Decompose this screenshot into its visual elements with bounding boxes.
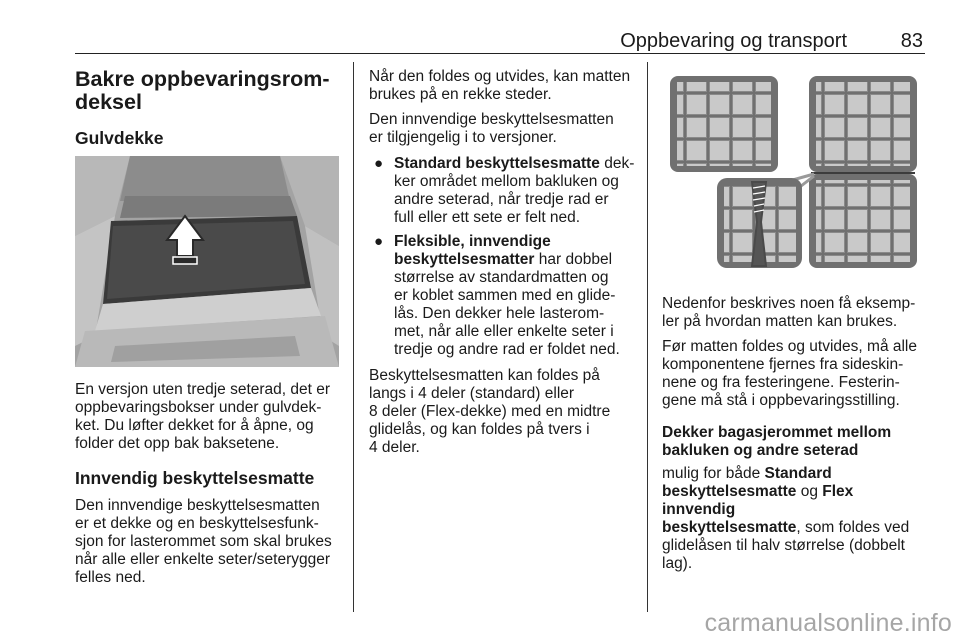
bold-term: Fleksible, innvendige	[394, 233, 551, 250]
text-line: Nedenfor beskrives noen få eksemp-	[662, 295, 916, 312]
text-line: glidelåsen til halv størrelse (dobbelt	[662, 537, 905, 554]
text-line: ket. Du løfter dekket for å åpne, og	[75, 417, 314, 434]
column-divider-left	[353, 62, 354, 612]
paragraph	[662, 295, 930, 331]
text-line: størrelse av standardmatten og	[394, 269, 609, 286]
text-line: Når den foldes og utvides, kan matten	[369, 68, 631, 85]
text-line: er et dekke og en beskyttelsesfunk-	[75, 515, 319, 532]
paragraph	[662, 338, 930, 410]
subheading-gulvdekke: Gulvdekke	[75, 128, 164, 148]
paragraph	[369, 68, 639, 104]
section-title	[75, 68, 347, 114]
text-line: komponentene fjernes fra sideskin-	[662, 356, 904, 373]
protection-mat-diagram	[662, 70, 927, 270]
text-line: folder det opp bak baksetene.	[75, 435, 280, 452]
right-column	[662, 295, 930, 573]
mat-illustration	[662, 70, 927, 270]
bold-term: beskyttelsesmatte	[662, 519, 797, 536]
page-header	[75, 30, 925, 52]
text-line: met, når alle eller enkelte seter i	[394, 323, 614, 340]
text-line: gene må stå i oppbevaringsstilling.	[662, 392, 900, 409]
text-line: er tilgjengelig i to versjoner.	[369, 129, 557, 146]
text-fragment: , som foldes ved	[796, 519, 910, 536]
bold-term: Standard	[764, 465, 832, 482]
text-line: 4 deler.	[369, 439, 420, 456]
subheading-innvendig: Innvendig beskyttelsesmatte	[75, 468, 315, 488]
paragraph	[369, 367, 639, 457]
bullet-list	[369, 155, 639, 359]
paragraph	[369, 111, 639, 147]
text-line: sjon for lasterommet som skal brukes	[75, 533, 332, 550]
bullet-icon: ●	[374, 233, 384, 250]
section-title-line: deksel	[75, 90, 142, 114]
text-line: Den innvendige beskyttelsesmatten	[75, 497, 320, 514]
text-fragment: dek-	[599, 155, 635, 172]
cargo-floor-photo	[75, 156, 339, 367]
subheading-dekker	[662, 424, 930, 460]
text-line: ler på hvordan matten kan brukes.	[662, 313, 898, 330]
text-line: andre seterad, når tredje rad er	[394, 191, 609, 208]
text-line: nene og fra festeringene. Festerin-	[662, 374, 900, 391]
text-line: Før matten foldes og utvides, må alle	[662, 338, 918, 355]
column-divider-right	[647, 62, 648, 612]
text-line: tredje og andre rad er foldet ned.	[394, 341, 620, 358]
bullet-icon: ●	[374, 155, 384, 172]
section-text	[75, 497, 347, 587]
left-column	[75, 68, 347, 148]
text-line: lås. Den dekker hele lasterom-	[394, 305, 605, 322]
text-line: Beskyttelsesmatten kan foldes på	[369, 367, 600, 384]
text-line: når alle eller enkelte seter/seterygger	[75, 551, 331, 568]
text-line: En versjon uten tredje seterad, det er	[75, 381, 331, 398]
text-line: Den innvendige beskyttelsesmatten	[369, 111, 614, 128]
text-line: langs i 4 deler (standard) eller	[369, 385, 575, 402]
watermark-text: carmanualsonline.info	[704, 609, 952, 637]
middle-column	[369, 68, 639, 457]
bold-term: beskyttelsesmatter	[394, 251, 535, 268]
text-line: bakluken og andre seterad	[662, 442, 859, 459]
text-line: felles ned.	[75, 569, 146, 586]
text-fragment: og	[796, 483, 823, 500]
text-line: er koblet sammen med en glide-	[394, 287, 616, 304]
text-line: glidelås, og kan foldes på tvers i	[369, 421, 590, 438]
text-fragment: mulig for både	[662, 465, 765, 482]
text-line: brukes på en rekke steder.	[369, 86, 552, 103]
text-line: oppbevaringsbokser under gulvdek-	[75, 399, 322, 416]
left-column-lower	[75, 381, 347, 587]
text-line: full eller ett sete er felt ned.	[394, 209, 581, 226]
page-number: 83	[900, 30, 923, 52]
bold-term: Flex innvendig	[662, 483, 854, 518]
header-rule	[75, 53, 925, 54]
text-line: lag).	[662, 555, 693, 572]
section-title-line: Bakre oppbevaringsrom-	[75, 67, 330, 91]
list-item	[369, 233, 639, 359]
paragraph	[662, 465, 930, 573]
caption-text	[75, 381, 347, 453]
text-line: ker området mellom bakluken og	[394, 173, 619, 190]
text-fragment: har dobbel	[534, 251, 613, 268]
bold-term: Standard beskyttelsesmatte	[394, 155, 600, 172]
cargo-floor-illustration	[75, 156, 339, 367]
list-item	[369, 155, 639, 227]
text-line: Dekker bagasjerommet mellom	[662, 424, 892, 441]
bold-term: beskyttelsesmatte	[662, 483, 797, 500]
page-header-title: Oppbevaring og transport	[620, 30, 847, 52]
text-line: 8 deler (Flex-dekke) med en midtre	[369, 403, 611, 420]
